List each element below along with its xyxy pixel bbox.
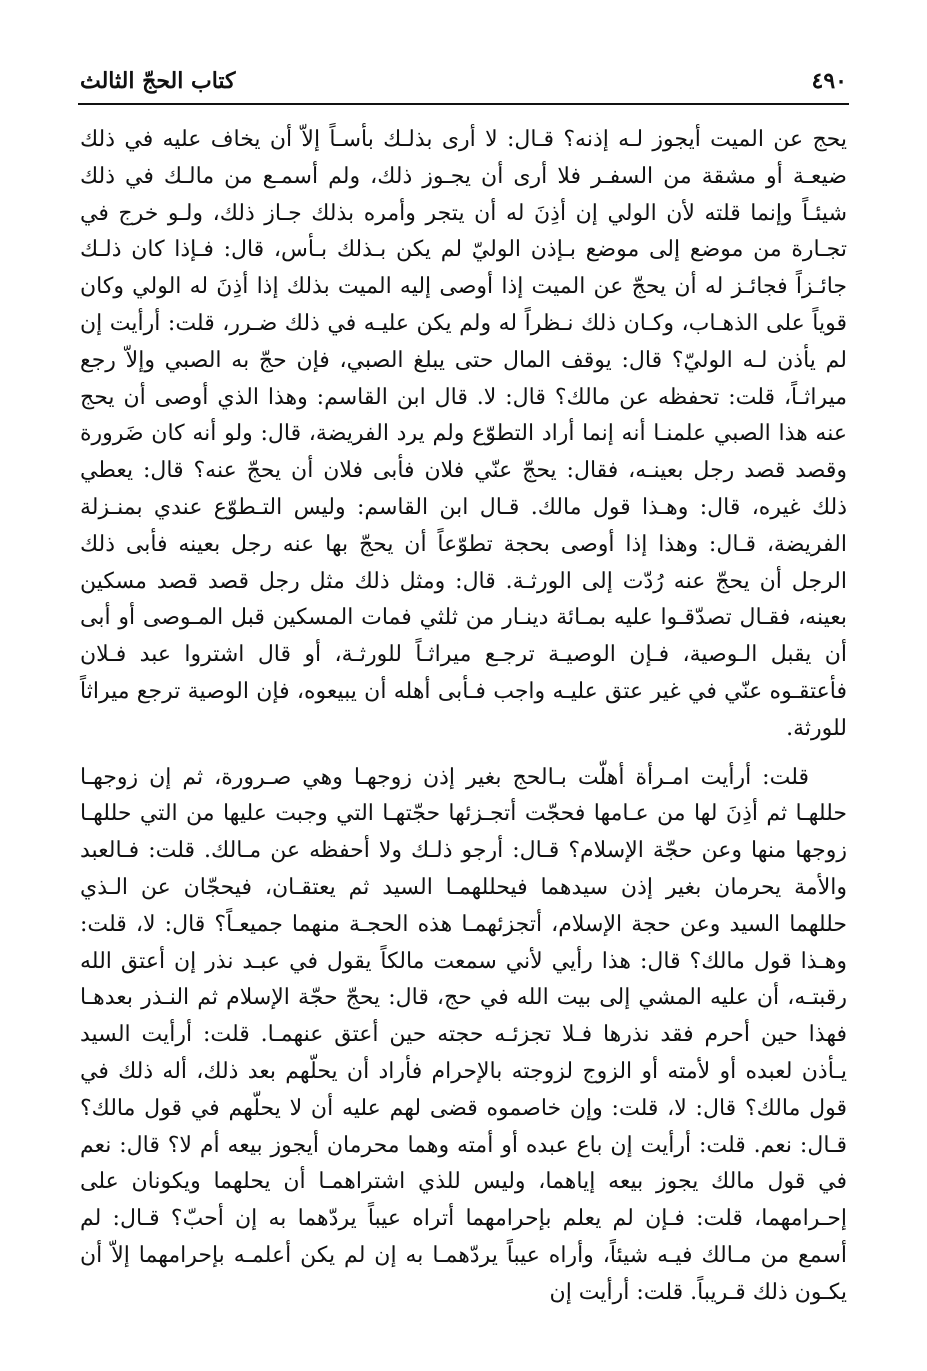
header-divider bbox=[78, 103, 849, 105]
page-header bbox=[80, 68, 847, 100]
page-number: ٤٩٠ bbox=[811, 68, 847, 94]
running-title: كتاب الحجّ الثالث bbox=[80, 68, 236, 94]
paragraph: يحج عن الميت أيجوز لـه إذنه؟ قـال: لا أرى بذلـك بأسـاً إلاّ أن يخاف عليه في ذلك ضيعـة أو مشقة من السفـر فلا أرى أن يجـوز ذلك، ولم أسمـع من مالـك في ذلك شيئـاً وإنما قلته لأن الولي إن أذِنَ له أن يتجر وأمره بذلك جـاز ذلك، ولـو خرج في تجـارة من موضع إلى موضع بـإذن الوليّ لم يكن بـذلك بـأس، قال: فـإذا كان ذلـك جائـزاً فجائـز له أن يحجّ عن الميت إذا أوصى إليه الميت بذلك إذا أذِنَ له الولي وكان قوياً على الذهـاب، وكـان ذلك نـظراً له ولم يكن عليـه في ذلك ضـرر، قلت: أرأيت إن لم يأذن لـه الوليّ؟ قال: يوقف المال حتى يبلغ الصبي، فإن حجّ به الصبي وإلاّ رجع ميراثـاً، قلت: تحفظه عن مالك؟ قال: لا. قال ابن القاسم: وهذا الذي أوصى أن يحج عنه هذا الصبي علمنـا أنه إنما أراد التطوّع ولم يرد الفريضة، قال: ولو أنه كان ضَرورة وقصد قصد رجل بعينـه، فقال: يحجّ عنّي فلان فأبى فلان أن يحجّ عنه؟ قال: يعطي ذلك غيره، قال: وهـذا قول مالك. قـال ابن القاسم: وليس التـطوّع عندي بمنـزلة الفريضة، قـال: وهذا إذا أوصى بحجة تطوّعاً أن يحجّ بها عنه رجل بعينه فأبى ذلك الرجل أن يحجّ عنه رُدّت إلى الورثـة. قال: ومثل ذلك مثل رجل قصد قصد مسكين بعينه، فقـال تصدّقـوا عليه بمـائة دينـار من ثلثي فمات المسكين قبل المـوصى أو أبى أن يقبل الـوصية، فـإن الوصيـة ترجـع ميراثـاً للورثـة، أو قال اشتروا عبد فـلان فأعتقـوه عنّي في غير عتق عليـه واجب فـأبى أهله أن يبيعوه، فإن الوصية ترجع ميراثاً للورثة. bbox=[80, 127, 847, 741]
body-text bbox=[80, 122, 847, 1312]
paragraph: قلت: أرأيت امـرأة أهلّت بـالحج بغير إذن زوجهـا وهي صـرورة، ثم إن زوجهـا حللهـا ثم أذِنَ لها من عـامها فحجّت أتجـزئها حجّتهـا التي وجبت عليها من التي حللهـا زوجها منها وعن حجّة الإسلام؟ قـال: أرجو ذلـك ولا أحفظه عن مـالك. قلت: فـالعبد والأمة يحرمان بغير إذن سيدهما فيحللهمـا السيد ثم يعتقـان، فيحجّان عن الـذي حللهما السيد وعن حجة الإسلام، أتجزئهمـا هذه الحجـة منهما جميعـاً؟ قال: لا، قلت: وهـذا قول مالك؟ قال: هذا رأيي لأني سمعت مالكاً يقول في عبـد نذر إن أعتق الله رقبتـه، أن عليه المشي إلى بيت الله في حج، قال: يحجّ حجّة الإسلام ثم النـذر بعدهـا فهذا حين أحرم فقد نذرها فـلا تجزئـه حجته حين أعتق عنهمـا. قلت: أرأيت السيد يـأذن لعبده أو لأمته أو الزوج لزوجته بالإحرام فأراد أن يحلّهم بعد ذلك، أله ذلك في قول مالك؟ قال: لا، قلت: وإن خاصموه قضى لهم عليه أن لا يحلّهم في قول مالك؟ قـال: نعم. قلت: أرأيت إن باع عبده أو أمته وهما محرمان أيجوز بيعه أم لا؟ قال: نعم في قول مالك يجوز بيعه إياهما، وليس للذي اشتراهمـا أن يحلهما ويكونان على إحـرامهما، قلت: فـإن لم يعلم بإحرامهما أتراه عيباً يردّهما به إن أحبّ؟ قـال: لم أسمع من مـالك فيـه شيئاً، وأراه عيباً يردّهمـا به إن لم يكن أعلمـه بإحرامهما إلاّ أن يكـون ذلك قـريباً. قلت: أرأيت إن bbox=[80, 764, 847, 1305]
